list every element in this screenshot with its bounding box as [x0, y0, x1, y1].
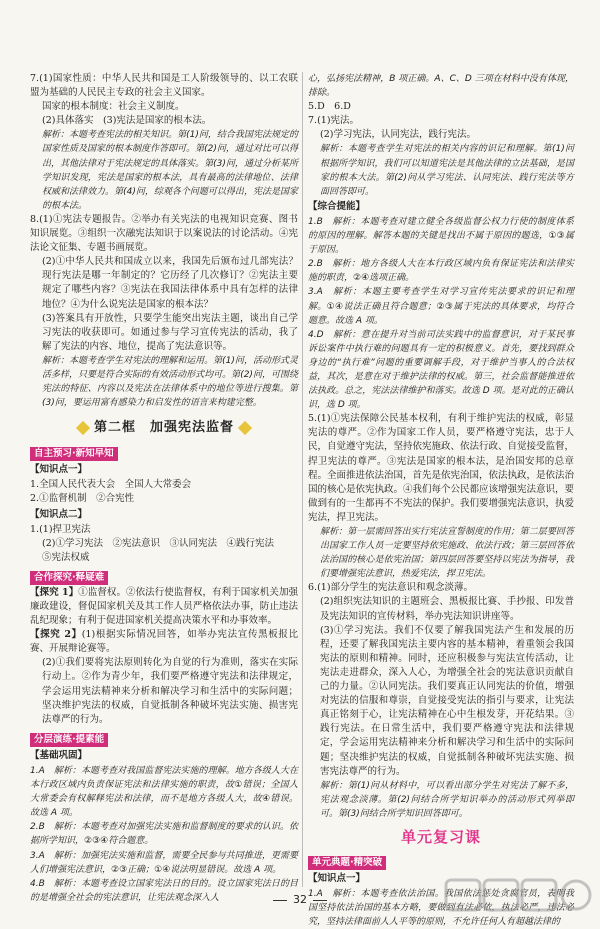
improve-label: 【综合提能】 [308, 200, 366, 212]
explore-1: 【探究 1】①监督权。②依法行使监督权，有利于国家机关加强廉政建设，督促国家机关及其工作人员严格依法办事，防止违法乱纪现象；有利于促进国家机关提高决策水平和办事效率。 [30, 586, 298, 627]
answer-q4-cont: 心，弘扬宪法精神，B 项正确。A、C、D 三项在材料中没有体现，排除。 [308, 74, 574, 99]
q7-system: 国家的根本制度：社会主义制度。 [42, 101, 185, 113]
answer-q5-6: 5.D 6.D [308, 101, 351, 113]
answer-q2: 2.B 解析：本题考查对加强宪法实施和监督制度的要求的认识。依据所学知识，②③④符合题意。 [30, 822, 298, 847]
dash-right [313, 900, 327, 901]
improve-q6a: 6.(1)部分学生的宪法意识和观念淡薄。 [308, 582, 474, 594]
unit-q1: 1.A 解析：本题考查依法治国。我国依法惩处贪腐官员，表明我国坚持依法治国的基本方略，要做到有法必依，执法必严，违法必究，坚持法律面前人人平等的原则，不允许任何人有超越法律的 [308, 889, 574, 928]
unit-review-title: 单元复习课 [400, 827, 481, 846]
kp1-item: 2.①监督机制 ②合宪性 [30, 493, 135, 505]
kp2-item: ⑤宪法权威 [42, 551, 90, 563]
analysis-q6: 解析：第(1)问从材料中，可以看出部分学生对宪法了解不多，宪法观念淡薄。第(2)问结合所学知识举办的活动形式列举即可。第(3)问结合所学知识回答即可。 [320, 780, 574, 819]
diamond-icon [238, 421, 252, 435]
tag-explore: 合作探究·释疑难 [30, 571, 108, 585]
improve-q3: 3.A 解析：本题主要考查学生对学习宣传宪法要求的识记和理解。①④说法正确且符合题意；②③属于宪法的具体要求，均符合题意。故选 A 项。 [308, 287, 574, 326]
improve-q4: 4.D 解析：意在提升对当前司法实践中的监督意识，对于某民事诉讼案件中执行难的问题具有一定的积极意义。首先，要找到群众身边的“执行难”问题的重要调解手段，对于维护当事人的合法权益，其次，是意在对于维护法律的权威。第三，社会监督能推进依法执政。总之，宪法法律维护和落实。故选 D 项。是对此的正确认识，选 D 项。 [308, 329, 574, 411]
column-divider [302, 72, 303, 887]
kp1-item: 1.全国人民代表大会 全国人大常委会 [30, 479, 192, 491]
kp2-item: (2)①学习宪法 ②宪法意识 ③认同宪法 ④践行宪法 [42, 537, 274, 549]
analysis-q5: 解析：第一层需回答出实行宪法宣誓制度的作用；第二层要回答出国家工作人员一定要坚持依宪施政、依法行政；第三层回答依法治国的核心是依宪治国；第四层回答要坚持以宪法为指导，我们要增强宪法意识，热爱宪法，捍卫宪法。 [320, 527, 574, 580]
kp1-label: 【知识点一】 [30, 464, 88, 476]
tag-practice: 分层演练·提素能 [30, 733, 108, 747]
q8-part1: 8.(1)①宪法专题报告。②举办有关宪法的电视知识竞赛、图书知识展览。③组织一次融宪法知识于以案说法的讨论活动。④宪法论文征集、专题书画展览。 [30, 213, 298, 254]
q7-sub: (2)具体落实 (3)宪法是国家的根本法。 [42, 115, 212, 127]
section-title: 第二框 加强宪法监督 [30, 416, 298, 435]
answer-q1: 1.A 解析：本题考查对我国监督宪法实施的理解。地方各级人大在本行政区域内负责保证宪法和法律实施的职责，故①错误；全国人大常委会有权解释宪法和法律，而不是地方各级人大，故④错误。故选 A 项。 [30, 765, 298, 819]
q7-answer: 7.(1)国家性质：中华人民共和国是工人阶级领导的、以工农联盟为基础的人民民主专政的社会主义国家。 [30, 73, 298, 99]
dash-left [273, 900, 287, 901]
improve-q6c: (3)①学习宪法。我们不仅要了解我国宪法产生和发展的历程，还要了解我国宪法主要内容的基本精神，着重领会我国宪法的原则和精神。同时，还应积极参与宪法宣传活动，让宪法走进群众，深入人心，为增强全社会的宪法意识贡献自己的力量。②认同宪法。我们要真正认同宪法的价值，增强对宪法的信服和尊崇，自觉接受宪法的指引与要求，让宪法真正铭刻于心，让宪法精神在心中生根发芽，开花结果。③践行宪法。在日常生活中，我们要严格遵守宪法和法律规定，学会运用宪法精神来分析和解决学习和生活中的实际问题；坚决维护宪法的权威，自觉抵制各种破坏宪法实施、损害宪法尊严的行为。 [320, 624, 574, 777]
q8-part2: (2)①中华人民共和国成立以来，我国先后颁布过几部宪法？现行宪法是哪一年制定的？它历经了几次修订？②宪法主要规定了哪些内容？③宪法在我国法律体系中具有怎样的法律地位？④为什么说宪法是国家的根本法？ [42, 256, 298, 310]
answer-q7: 7.(1)宪法。 [308, 115, 360, 127]
explore-2b: (2)①我们要将宪法原则转化为自觉的行为准则，落实在实际行动上。②作为青少年，我们要严格遵守宪法和法律规定，学会运用宪法精神来分析和解决学习和生活中的实际问题；坚决维护宪法的权威，自觉抵制各种破坏宪法实施、损害宪法尊严的行为。 [42, 657, 298, 725]
analysis-q8: 解析：本题考查学生对宪法的理解和运用。第(1)问，活动形式灵活多样，只要是符合实际的有效活动形式均可。第(2)问，可围绕宪法的特征、内容以及宪法在法律体系中的地位等进行搜集。第(3)问，要运用富有感染力和启发性的语言来构建完整。 [42, 355, 298, 409]
kp2-label: 【知识点二】 [30, 508, 88, 520]
right-column [308, 72, 574, 929]
kp2-item: 1.(1)捍卫宪法 [30, 523, 91, 535]
explore-2: 【探究 2】(1)根据实际情况回答，如举办宪法宣传黑板报比赛、开展辩论赛等。 [30, 629, 298, 655]
analysis-q7-right: 解析：本题考查学生对宪法的相关内容的识记和理解。第(1)问根据所学知识，我们可以知道宪法是其他法律的立法基础，是国家的根本大法。第(2)问从学习宪法、认同宪法、践行宪法等方面回答即可。 [320, 144, 574, 197]
diamond-icon [76, 421, 90, 435]
tag-unit: 单元典题·精突破 [308, 856, 386, 870]
answer-q4: 4.B 解析：本题考查设立国家宪法日的目的。设立国家宪法日的目的是增强全社会的宪法意识，让宪法观念深入人 [30, 878, 298, 903]
improve-q6b: (2)组织宪法知识的主题班会、黑板报比赛、手抄报、印发普及宪法知识的宣传材料，举办宪法知识讲座等。 [320, 596, 574, 622]
answer-q3: 3.A 解析：加强宪法实施和监督，需要全民参与共同推进，更需要人们增强宪法意识，②③正确；①④说法明显错误。故选 A 项。 [30, 850, 298, 875]
basic-label: 【基础巩固】 [30, 749, 88, 761]
left-column [30, 72, 298, 905]
analysis-q7: 解析：本题考查宪法的相关知识。第(1)问，结合我国宪法规定的国家性质及国家的根本制度作答即可。第(2)问，通过对比可以得出，其他法律对于宪法规定的具体落实。第(3)问，通过分析某所学知识发现，宪法是国家的根本法，具有最高的法律地位、法律权威和法律效力。第(4)问，综观各个问题可以得出，宪法是国家的根本法。 [42, 130, 298, 211]
unit-kp-label: 【知识点一】 [308, 872, 366, 884]
improve-q5: 5.(1)①宪法保障公民基本权利，有利于维护宪法的权威，彰显宪法的尊严。②作为国家工作人员，要严格遵守宪法，忠于人民，自觉遵守宪法，坚持依宪施政、依法行政、自觉接受监督，捍卫宪法的尊严。③宪法是国家的根本法，是治国安邦的总章程。全面推进依法治国，首先是依宪治国，依法执政，是依法治国的核心是依宪执政。④我们每个公民都应该增强宪法意识，要做到有的一生都再不不宪法的保护。我们要增强宪法意识，执爱宪法，捍卫宪法。 [308, 413, 575, 523]
improve-q2: 2.B 解析：地方各级人大在本行政区域内负有保证宪法和法律实施的职责，②④选项正确。 [308, 259, 574, 284]
answer-q7b: (2)学习宪法，认同宪法，践行宪法。 [320, 129, 476, 141]
page-number: 32 [0, 893, 600, 906]
tag-preview: 自主预习·新知早知 [30, 447, 118, 461]
q8-part3: (3)答案具有开放性，只要学生能突出宪法主题，谈出自己学习宪法的收获即可。如通过参与学习宣传宪法的活动，我了解了宪法的内容、地位，提高了宪法意识等。 [42, 312, 298, 352]
improve-q1: 1.B 解析：本题考查对建立健全各级监督公权力行使的制度体系的原因的理解。解答本题的关键是找出不属于原因的题选，①③属于原因。 [308, 216, 574, 256]
watermark-logo [444, 876, 594, 918]
